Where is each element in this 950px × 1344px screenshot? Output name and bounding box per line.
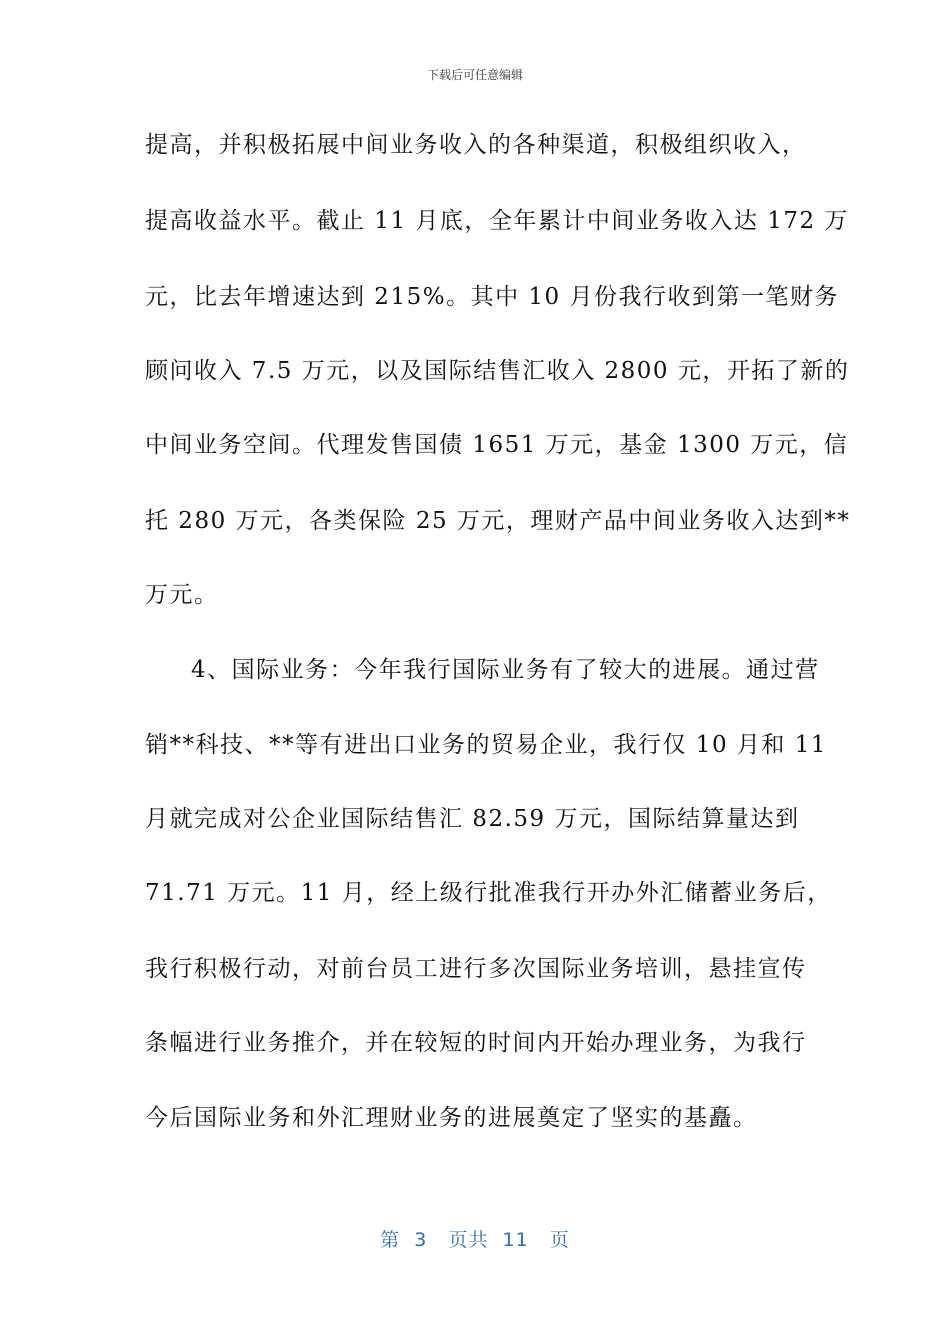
paragraph-2-line-3: 月就完成对公企业国际结售汇 82.59 万元，国际结算量达到 <box>145 806 800 832</box>
paragraph-1-line-5: 中间业务空间。代理发售国债 1651 万元，基金 1300 万元，信 <box>145 432 849 458</box>
page-number-footer: 第 3 页共 11 页 <box>380 1229 570 1251</box>
paragraph-2-line-4: 71.71 万元。11 月，经上级行批准我行开办外汇储蓄业务后， <box>145 880 832 906</box>
paragraph-1-line-3: 元，比去年增速达到 215%。其中 10 月份我行收到第一笔财务 <box>145 284 839 310</box>
paragraph-2-line-7: 今后国际业务和外汇理财业务的进展奠定了坚实的基矗。 <box>145 1105 758 1131</box>
paragraph-2-line-5: 我行积极行动，对前台员工进行多次国际业务培训，悬挂宣传 <box>145 956 807 982</box>
paragraph-1-line-4: 顾问收入 7.5 万元，以及国际结售汇收入 2800 元，开拓了新的 <box>145 358 850 384</box>
paragraph-2-line-2: 销**科技、**等有进出口业务的贸易企业，我行仅 10 月和 11 <box>145 732 827 758</box>
paragraph-2-line-1: 4、国际业务：今年我行国际业务有了较大的进展。通过营 <box>191 657 820 683</box>
download-note-header: 下载后可任意编辑 <box>426 68 523 82</box>
paragraph-2-line-6: 条幅进行业务推介，并在较短的时间内开始办理业务，为我行 <box>145 1030 807 1056</box>
paragraph-1-line-7: 万元。 <box>145 582 219 608</box>
paragraph-1-line-2: 提高收益水平。截止 11 月底，全年累计中间业务收入达 172 万 <box>145 208 849 234</box>
paragraph-1-line-6: 托 280 万元，各类保险 25 万元，理财产品中间业务收入达到** <box>145 508 851 534</box>
paragraph-1-line-1: 提高，并积极拓展中间业务收入的各种渠道，积极组织收入， <box>145 132 807 158</box>
